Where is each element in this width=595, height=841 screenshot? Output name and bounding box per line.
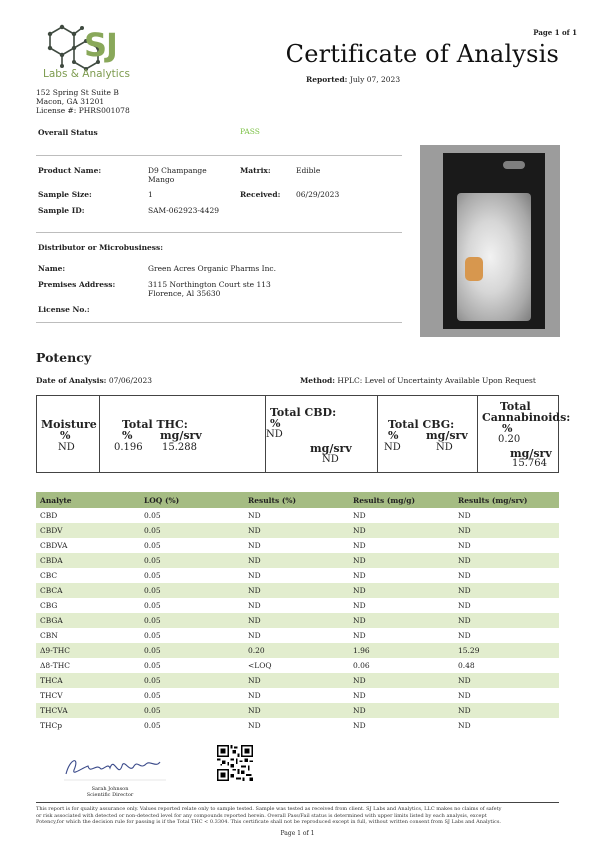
page-indicator: Page 1 of 1 <box>533 28 577 37</box>
lab-address-line1: 152 Spring St Suite B <box>36 88 119 97</box>
loq-cell: 0.05 <box>140 613 244 628</box>
result-mgsrv-cell: ND <box>458 691 471 700</box>
table-row <box>36 688 559 703</box>
table-row <box>36 673 559 688</box>
distributor-name-label: Name: <box>38 264 66 273</box>
result-mgg-cell: ND <box>353 511 366 520</box>
overall-status-label: Overall Status <box>38 128 98 137</box>
overall-status-value: PASS <box>240 127 260 136</box>
result-percent-cell: ND <box>248 721 261 730</box>
method-value: HPLC: Level of Uncertainty Available Upon Request <box>337 376 536 385</box>
date-of-analysis <box>36 376 152 385</box>
result-mgg-cell: ND <box>353 571 366 580</box>
loq-cell: 0.05 <box>144 691 161 700</box>
total-cbg-mgsrv-value: ND <box>436 442 453 453</box>
analyte-cell: Δ9-THC <box>36 643 140 658</box>
result-mgg-cell: ND <box>353 631 366 640</box>
result-percent-cell: ND <box>244 583 349 598</box>
potency-summary <box>36 395 571 473</box>
table-row <box>36 703 559 718</box>
moisture-unit: % <box>60 429 71 442</box>
sample-id-label: Sample ID: <box>38 206 85 215</box>
analyte-cell: CBGA <box>36 613 140 628</box>
analyte-cell: CBD <box>40 511 58 520</box>
table-row <box>36 538 559 553</box>
loq-cell: 0.05 <box>144 541 161 550</box>
document-title: Certificate of Analysis <box>285 40 559 68</box>
total-thc-unit-percent: % <box>122 429 133 442</box>
result-percent-cell: ND <box>248 601 261 610</box>
result-mgsrv-cell: ND <box>454 613 559 628</box>
total-thc-title: Total THC: <box>122 418 188 431</box>
total-cannabinoids-unit-mgsrv: mg/srv <box>510 447 552 460</box>
hang-hole <box>503 161 525 169</box>
result-mgg-cell: ND <box>349 703 454 718</box>
total-cbg-unit-mgsrv: mg/srv <box>426 429 468 442</box>
result-mgsrv-cell: ND <box>454 583 559 598</box>
brand-wordmark: SJ <box>84 26 117 64</box>
premises-address-line2: Florence, Al 35630 <box>148 289 221 298</box>
table-row <box>36 718 559 733</box>
loq-cell: 0.05 <box>140 703 244 718</box>
total-cannabinoids-title2: Cannabinoids: <box>482 411 571 424</box>
reported-value: July 07, 2023 <box>349 75 401 84</box>
total-cannabinoids-cell <box>477 396 571 472</box>
loq-cell: 0.05 <box>144 661 161 670</box>
total-thc-percent-value: 0.196 <box>114 442 143 453</box>
qr-code-icon <box>217 745 253 781</box>
table-row <box>36 553 559 568</box>
table-row <box>36 568 559 583</box>
total-cbg-cell <box>377 396 477 472</box>
total-cbd-unit-mgsrv: mg/srv <box>310 442 352 455</box>
sample-id-value: SAM-062923-4429 <box>148 206 220 215</box>
column-header-results-mgsrv: Results (mg/srv) <box>454 492 559 508</box>
table-row <box>36 523 559 538</box>
total-cannabinoids-title1: Total <box>500 400 531 413</box>
result-mgsrv-cell: ND <box>458 541 471 550</box>
total-cbd-percent-value: ND <box>266 429 283 440</box>
total-cbd-title: Total CBD: <box>270 406 337 419</box>
footer-page-indicator: Page 1 of 1 <box>280 830 315 837</box>
lab-license: License #: PHRS001078 <box>36 106 130 115</box>
analyte-cell: THCV <box>40 691 63 700</box>
result-mgsrv-cell: ND <box>458 511 471 520</box>
column-header-results-mgg: Results (mg/g) <box>349 492 454 508</box>
analyte-cell: CBCA <box>36 583 140 598</box>
analyte-cell: CBG <box>40 601 58 610</box>
loq-cell: 0.05 <box>140 583 244 598</box>
result-mgsrv-cell: ND <box>454 673 559 688</box>
result-mgsrv-cell: ND <box>458 571 471 580</box>
product-name-label: Product Name: <box>38 166 102 175</box>
result-percent-cell: ND <box>244 613 349 628</box>
loq-cell: 0.05 <box>140 643 244 658</box>
result-mgg-cell: ND <box>349 613 454 628</box>
method-label: Method: <box>300 376 336 385</box>
analyte-cell: CBC <box>40 571 58 580</box>
loq-cell: 0.05 <box>144 721 161 730</box>
gummy-piece <box>465 257 483 281</box>
result-mgg-cell: ND <box>353 691 366 700</box>
signature-image <box>60 748 170 784</box>
result-mgg-cell: ND <box>353 601 366 610</box>
result-percent-cell: <LOQ <box>248 661 272 670</box>
loq-cell: 0.05 <box>144 631 161 640</box>
result-percent-cell: ND <box>244 703 349 718</box>
distributor-heading: Distributor or Microbusiness: <box>38 243 164 252</box>
total-cbg-title: Total CBG: <box>388 418 455 431</box>
received-label: Received: <box>240 190 281 199</box>
table-header-row <box>36 492 559 508</box>
date-of-analysis-label: Date of Analysis: <box>36 376 107 385</box>
result-percent-cell: ND <box>244 673 349 688</box>
loq-cell: 0.05 <box>140 673 244 688</box>
analyte-cell: THCVA <box>36 703 140 718</box>
result-mgg-cell: ND <box>349 583 454 598</box>
analyte-cell: THCA <box>36 673 140 688</box>
distributor-name-value: Green Acres Organic Pharms Inc. <box>148 264 277 273</box>
signatory-role: Scientific Director <box>86 792 134 798</box>
moisture-title: Moisture <box>41 418 97 431</box>
result-mgsrv-cell: ND <box>458 721 471 730</box>
table-row <box>36 643 559 658</box>
analyte-cell: CBDVA <box>40 541 68 550</box>
result-mgg-cell: ND <box>349 523 454 538</box>
moisture-value: ND <box>58 442 75 453</box>
matrix-value: Edible <box>296 166 321 175</box>
divider <box>36 155 402 156</box>
disclaimer-line3: Potency,for which the decision rule for passing is if the Total THC < 0.3304. This certificate shall not be reproduced except in full, without written consent from SJ Labs and Analytics. <box>36 819 501 825</box>
package-bag <box>443 153 545 329</box>
result-percent-cell: ND <box>248 511 261 520</box>
result-percent-cell: ND <box>248 691 261 700</box>
sample-size-value: 1 <box>148 190 153 199</box>
result-mgg-cell: ND <box>353 721 366 730</box>
reported-label: Reported: <box>306 75 348 84</box>
loq-cell: 0.05 <box>140 523 244 538</box>
total-cannabinoids-mgsrv-value: 15.764 <box>512 458 547 469</box>
result-mgg-cell: ND <box>349 673 454 688</box>
total-cannabinoids-unit-percent: % <box>502 422 513 435</box>
loq-cell: 0.05 <box>144 601 161 610</box>
result-percent-cell: ND <box>248 631 261 640</box>
disclaimer <box>36 806 559 826</box>
loq-cell: 0.05 <box>144 511 161 520</box>
column-header-loq: LOQ (%) <box>140 492 244 508</box>
premises-address-line1: 3115 Northington Court ste 113 <box>148 280 271 289</box>
analyte-cell: CBDV <box>36 523 140 538</box>
result-mgg-cell: 1.96 <box>349 643 454 658</box>
table-row <box>36 628 559 643</box>
potency-title: Potency <box>36 350 92 365</box>
result-mgsrv-cell: ND <box>454 523 559 538</box>
footer-divider <box>36 802 559 803</box>
table-row <box>36 598 559 613</box>
result-percent-cell: ND <box>248 541 261 550</box>
table-row <box>36 613 559 628</box>
table-row <box>36 508 559 523</box>
total-cbd-unit-percent: % <box>270 417 281 430</box>
result-percent-cell: ND <box>244 523 349 538</box>
loq-cell: 0.05 <box>144 571 161 580</box>
result-mgsrv-cell: 15.29 <box>454 643 559 658</box>
license-number-label: License No.: <box>38 305 90 314</box>
disclaimer-line1: This report is for quality assurance only. Values reported relate only to sample tested. Sample was tested as received from client. SJ Labs and Analytics, LLC makes no claims of safety <box>36 806 502 812</box>
result-mgg-cell: ND <box>349 553 454 568</box>
result-mgsrv-cell: ND <box>454 703 559 718</box>
divider <box>36 232 402 233</box>
column-header-analyte: Analyte <box>36 492 140 508</box>
method <box>300 376 536 385</box>
brand-subtitle: Labs & Analytics <box>43 68 130 80</box>
received-value: 06/29/2023 <box>296 190 340 199</box>
total-thc-cell <box>99 396 265 472</box>
result-mgsrv-cell: 0.48 <box>458 661 475 670</box>
total-thc-unit-mgsrv: mg/srv <box>160 429 202 442</box>
result-percent-cell: ND <box>244 553 349 568</box>
result-percent-cell: ND <box>248 571 261 580</box>
total-cbd-mgsrv-value: ND <box>322 454 339 465</box>
column-header-results-percent: Results (%) <box>244 492 349 508</box>
product-name-value-1: D9 Champange <box>148 166 207 175</box>
total-thc-mgsrv-value: 15.288 <box>162 442 197 453</box>
divider <box>36 322 402 323</box>
result-mgg-cell: ND <box>353 541 366 550</box>
table-row <box>36 658 559 673</box>
moisture-cell <box>37 396 99 472</box>
total-cbg-unit-percent: % <box>388 429 399 442</box>
matrix-label: Matrix: <box>240 166 271 175</box>
premises-address-label: Premises Address: <box>38 280 116 289</box>
sample-size-label: Sample Size: <box>38 190 92 199</box>
result-mgsrv-cell: ND <box>458 631 471 640</box>
result-percent-cell: 0.20 <box>244 643 349 658</box>
result-mgsrv-cell: ND <box>454 553 559 568</box>
analyte-cell: THCp <box>40 721 63 730</box>
total-cannabinoids-percent-value: 0.20 <box>498 434 521 445</box>
total-cbd-cell <box>265 396 377 472</box>
reported-date <box>306 75 400 84</box>
analyte-cell: Δ8-THC <box>40 661 71 670</box>
total-cbg-percent-value: ND <box>384 442 401 453</box>
date-of-analysis-value: 07/06/2023 <box>108 376 153 385</box>
loq-cell: 0.05 <box>140 553 244 568</box>
result-mgg-cell: 0.06 <box>353 661 370 670</box>
table-row <box>36 583 559 598</box>
signatory-name: Sarah Johnson <box>91 786 129 792</box>
disclaimer-line2: or risk associated with detected or non-detected level for any compounds reported herein. Overall Pass/Fail status is determined with upper limits listed by each analysis, except <box>36 812 487 819</box>
result-mgsrv-cell: ND <box>458 601 471 610</box>
analyte-cell: CBDA <box>36 553 140 568</box>
analyte-table <box>36 492 559 733</box>
product-photo <box>420 145 560 337</box>
analyte-cell: CBN <box>40 631 58 640</box>
signatory <box>80 786 140 798</box>
lab-address-line2: Macon, GA 31201 <box>36 97 105 106</box>
product-name-value-2: Mango <box>148 175 175 184</box>
